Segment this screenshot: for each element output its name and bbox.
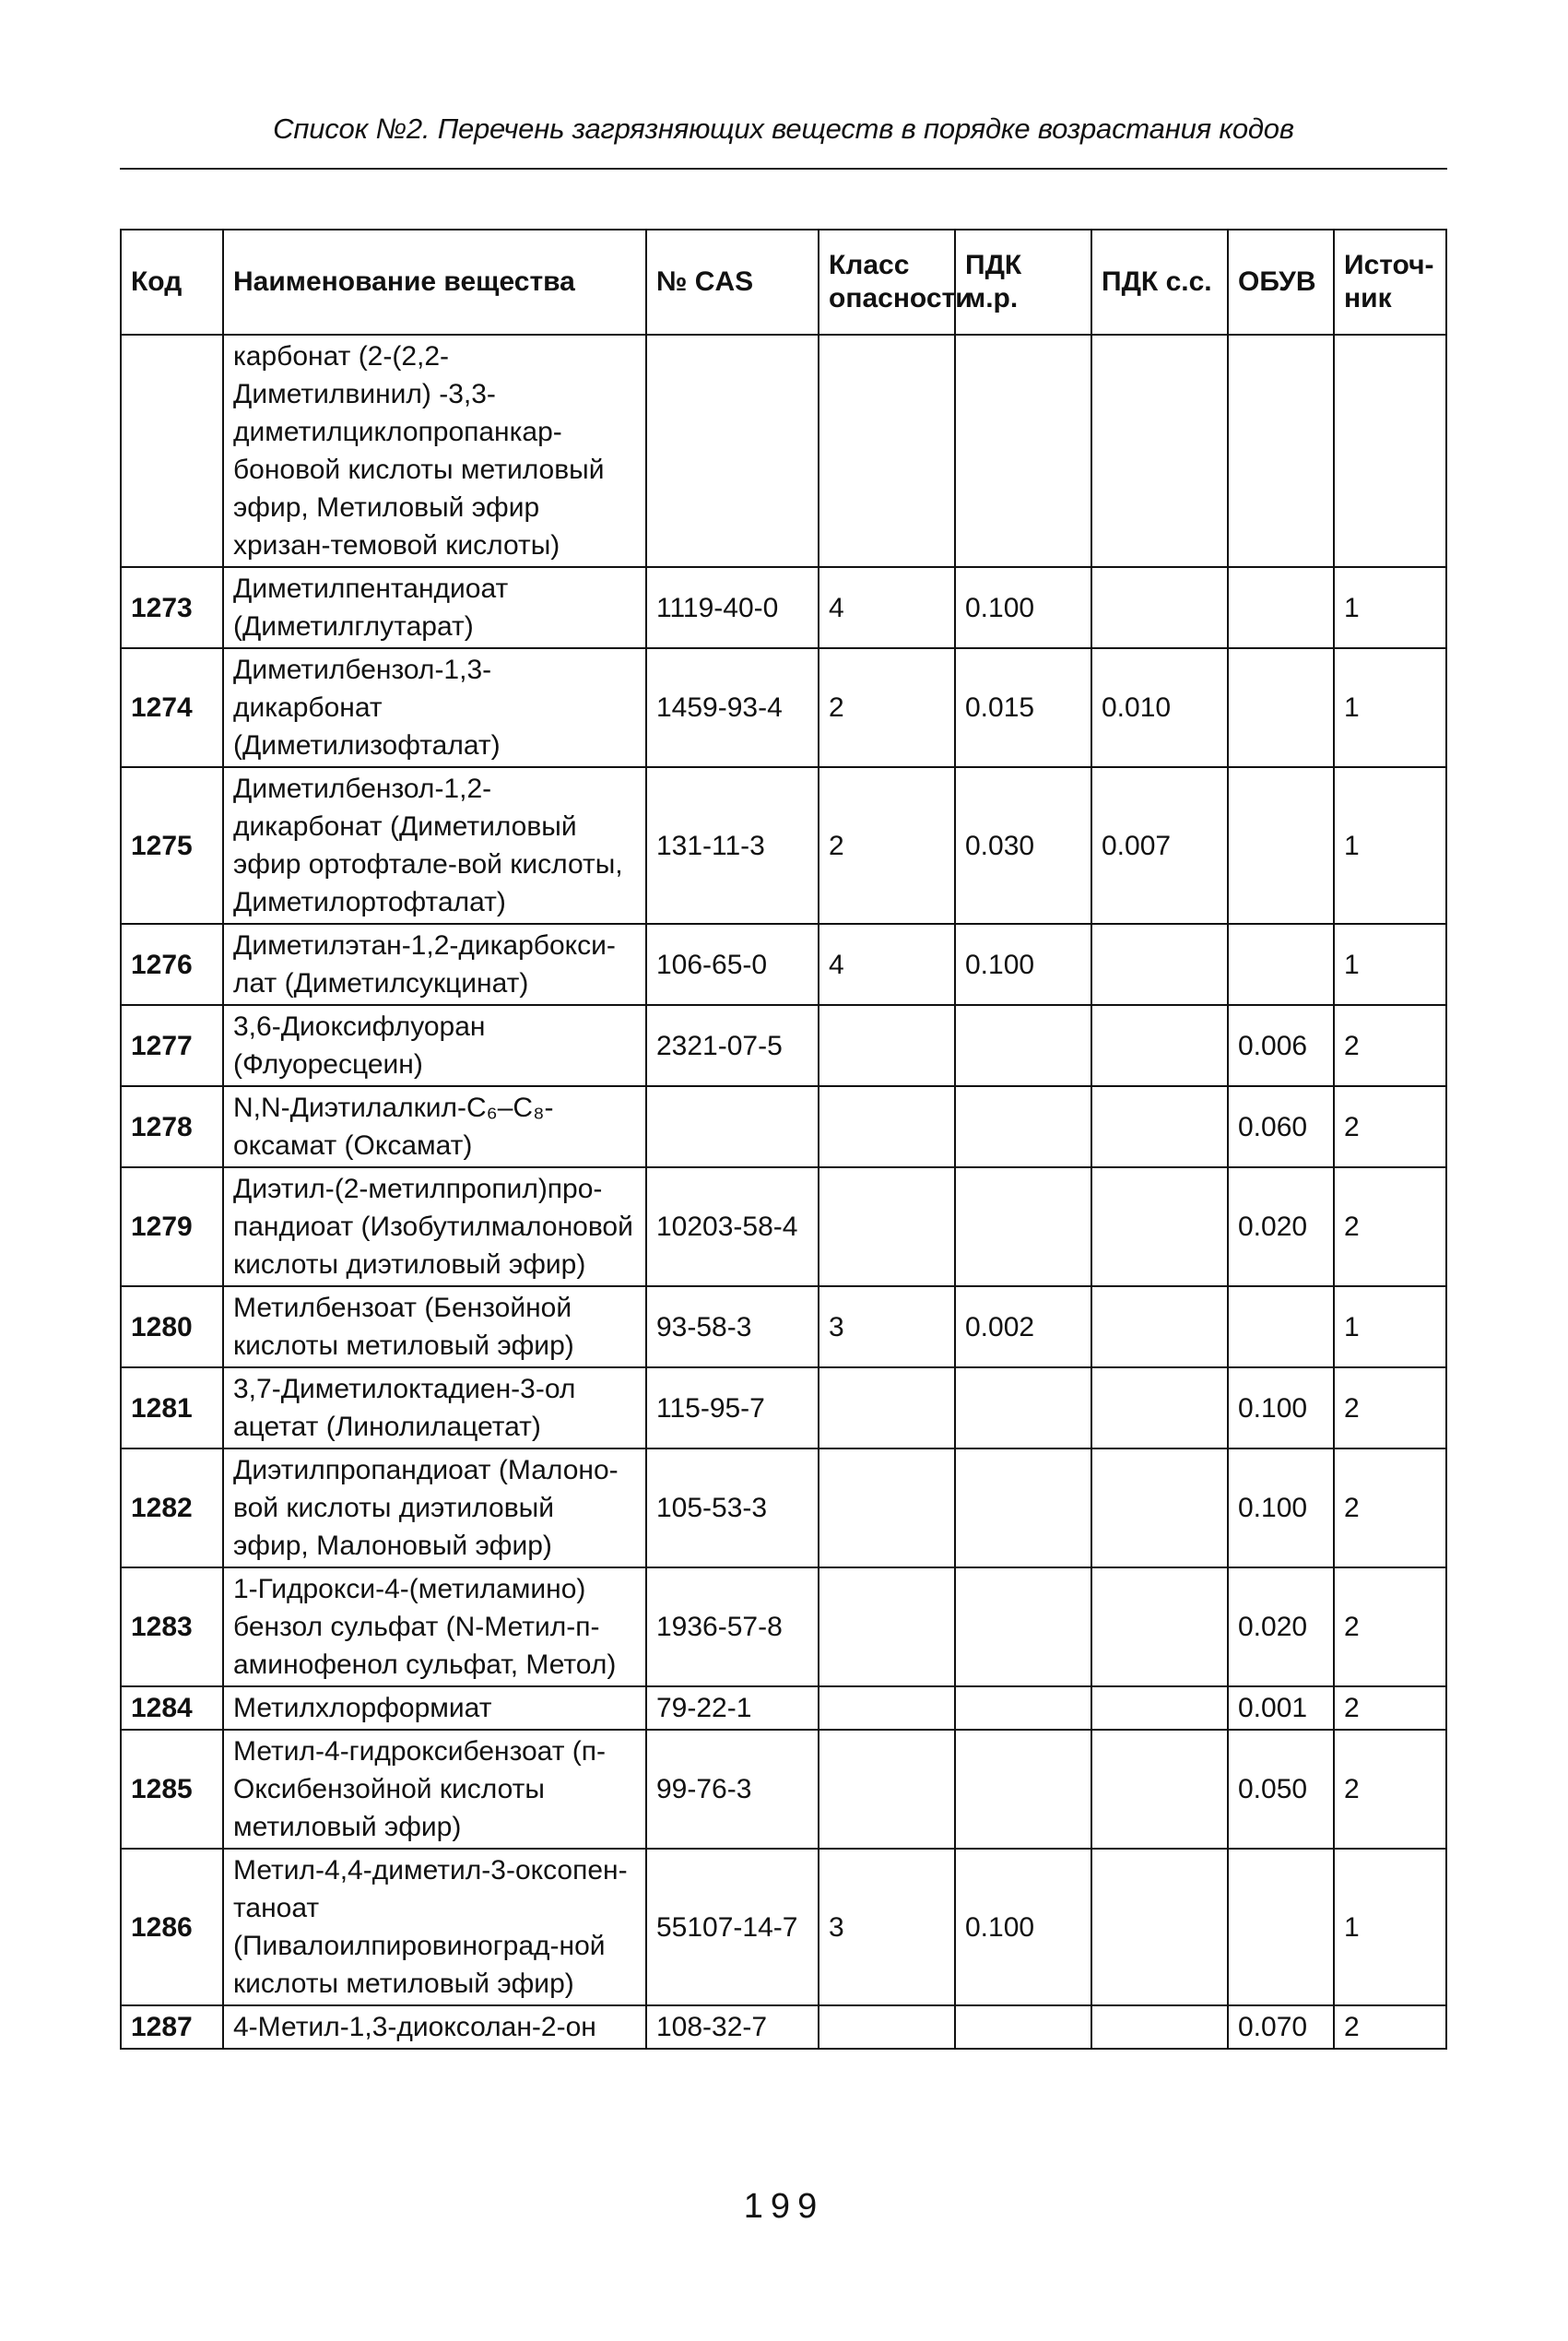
col-header-pdk-ss: ПДК с.с. bbox=[1091, 230, 1228, 335]
col-header-code: Код bbox=[121, 230, 223, 335]
cell-pdk-ss bbox=[1091, 924, 1228, 1005]
cell-hazard-class bbox=[819, 1367, 955, 1448]
cell-cas: 79-22-1 bbox=[646, 1686, 819, 1730]
cell-pdk-ss bbox=[1091, 1730, 1228, 1849]
table-row bbox=[121, 2005, 1446, 2049]
cell-source: 2 bbox=[1334, 1686, 1446, 1730]
cell-pdk-ss bbox=[1091, 567, 1228, 648]
cell-pdk-ss bbox=[1091, 1086, 1228, 1167]
cell-source: 1 bbox=[1334, 767, 1446, 924]
cell-cas: 93-58-3 bbox=[646, 1286, 819, 1367]
cell-source bbox=[1334, 335, 1446, 567]
table-row bbox=[121, 1286, 1446, 1367]
cell-code: 1276 bbox=[121, 924, 223, 1005]
cell-hazard-class bbox=[819, 1005, 955, 1086]
cell-obuv: 0.070 bbox=[1228, 2005, 1334, 2049]
cell-name: Диэтил-(2-метилпропил)про-пандиоат (Изобутилмалоновой кислоты диэтиловый эфир) bbox=[223, 1167, 646, 1286]
cell-pdk-ss bbox=[1091, 1686, 1228, 1730]
col-header-hazard-class: Класс опасности bbox=[819, 230, 955, 335]
cell-cas: 99-76-3 bbox=[646, 1730, 819, 1849]
cell-pdk-mr bbox=[955, 1005, 1091, 1086]
page-number: 199 bbox=[743, 2187, 825, 2226]
cell-hazard-class: 4 bbox=[819, 924, 955, 1005]
table-row bbox=[121, 648, 1446, 767]
cell-name: N,N-Диэтилалкил-C₆–C₈-оксамат (Оксамат) bbox=[223, 1086, 646, 1167]
cell-hazard-class bbox=[819, 1448, 955, 1567]
cell-obuv: 0.050 bbox=[1228, 1730, 1334, 1849]
cell-code: 1277 bbox=[121, 1005, 223, 1086]
cell-pdk-mr: 0.030 bbox=[955, 767, 1091, 924]
cell-pdk-mr bbox=[955, 1567, 1091, 1686]
table-row bbox=[121, 567, 1446, 648]
cell-name: Диметилэтан-1,2-дикарбокси-лат (Диметилсукцинат) bbox=[223, 924, 646, 1005]
table-row bbox=[121, 1005, 1446, 1086]
cell-source: 2 bbox=[1334, 1167, 1446, 1286]
cell-code: 1274 bbox=[121, 648, 223, 767]
cell-pdk-ss: 0.007 bbox=[1091, 767, 1228, 924]
table-header-row bbox=[121, 230, 1446, 335]
cell-pdk-ss bbox=[1091, 1367, 1228, 1448]
cell-cas: 2321-07-5 bbox=[646, 1005, 819, 1086]
cell-hazard-class bbox=[819, 1686, 955, 1730]
cell-hazard-class: 2 bbox=[819, 648, 955, 767]
cell-pdk-ss bbox=[1091, 1005, 1228, 1086]
cell-code: 1282 bbox=[121, 1448, 223, 1567]
cell-code: 1273 bbox=[121, 567, 223, 648]
col-header-pdk-mr: ПДК м.р. bbox=[955, 230, 1091, 335]
table-row bbox=[121, 767, 1446, 924]
cell-pdk-mr bbox=[955, 1686, 1091, 1730]
cell-pdk-ss bbox=[1091, 1286, 1228, 1367]
cell-source: 2 bbox=[1334, 1567, 1446, 1686]
cell-name: Диэтилпропандиоат (Малоно-вой кислоты диэтиловый эфир, Малоновый эфир) bbox=[223, 1448, 646, 1567]
cell-obuv: 0.001 bbox=[1228, 1686, 1334, 1730]
substances-table bbox=[120, 229, 1447, 2050]
cell-obuv bbox=[1228, 1849, 1334, 2005]
cell-name: 1-Гидрокси-4-(метиламино) бензол сульфат (N-Метил-п-аминофенол сульфат, Метол) bbox=[223, 1567, 646, 1686]
cell-code: 1281 bbox=[121, 1367, 223, 1448]
cell-source: 2 bbox=[1334, 1005, 1446, 1086]
cell-obuv: 0.006 bbox=[1228, 1005, 1334, 1086]
cell-source: 2 bbox=[1334, 1448, 1446, 1567]
cell-code: 1283 bbox=[121, 1567, 223, 1686]
cell-source: 1 bbox=[1334, 567, 1446, 648]
cell-hazard-class: 2 bbox=[819, 767, 955, 924]
cell-obuv bbox=[1228, 567, 1334, 648]
cell-code: 1285 bbox=[121, 1730, 223, 1849]
table-row bbox=[121, 924, 1446, 1005]
cell-name: Метил-4-гидроксибензоат (п-Оксибензойной кислоты метиловый эфир) bbox=[223, 1730, 646, 1849]
table-row bbox=[121, 1448, 1446, 1567]
table-row bbox=[121, 1730, 1446, 1849]
cell-cas bbox=[646, 335, 819, 567]
cell-pdk-ss bbox=[1091, 1448, 1228, 1567]
cell-cas: 10203-58-4 bbox=[646, 1167, 819, 1286]
cell-pdk-mr bbox=[955, 1086, 1091, 1167]
cell-pdk-mr bbox=[955, 2005, 1091, 2049]
cell-obuv bbox=[1228, 648, 1334, 767]
cell-name: Метил-4,4-диметил-3-оксопен-таноат (Пивалоилпировиноград-ной кислоты метиловый эфир) bbox=[223, 1849, 646, 2005]
cell-hazard-class bbox=[819, 335, 955, 567]
cell-source: 2 bbox=[1334, 1730, 1446, 1849]
cell-obuv bbox=[1228, 1286, 1334, 1367]
table-row bbox=[121, 1086, 1446, 1167]
cell-source: 1 bbox=[1334, 1849, 1446, 2005]
cell-cas: 106-65-0 bbox=[646, 924, 819, 1005]
cell-pdk-mr bbox=[955, 1167, 1091, 1286]
cell-pdk-ss bbox=[1091, 1567, 1228, 1686]
cell-hazard-class bbox=[819, 1730, 955, 1849]
col-header-name: Наименование вещества bbox=[223, 230, 646, 335]
cell-source: 1 bbox=[1334, 648, 1446, 767]
cell-hazard-class bbox=[819, 1086, 955, 1167]
cell-cas: 108-32-7 bbox=[646, 2005, 819, 2049]
cell-cas: 1459-93-4 bbox=[646, 648, 819, 767]
cell-code: 1284 bbox=[121, 1686, 223, 1730]
table-row bbox=[121, 1686, 1446, 1730]
cell-pdk-mr: 0.100 bbox=[955, 567, 1091, 648]
header-rule bbox=[120, 168, 1447, 170]
cell-pdk-ss bbox=[1091, 335, 1228, 567]
cell-pdk-mr: 0.100 bbox=[955, 924, 1091, 1005]
cell-obuv bbox=[1228, 924, 1334, 1005]
cell-hazard-class bbox=[819, 1167, 955, 1286]
cell-pdk-mr bbox=[955, 1367, 1091, 1448]
cell-code bbox=[121, 335, 223, 567]
cell-cas: 55107-14-7 bbox=[646, 1849, 819, 2005]
cell-obuv: 0.020 bbox=[1228, 1567, 1334, 1686]
cell-obuv: 0.100 bbox=[1228, 1448, 1334, 1567]
cell-code: 1287 bbox=[121, 2005, 223, 2049]
cell-pdk-mr: 0.015 bbox=[955, 648, 1091, 767]
cell-cas: 105-53-3 bbox=[646, 1448, 819, 1567]
cell-code: 1275 bbox=[121, 767, 223, 924]
cell-name: Метилбензоат (Бензойной кислоты метиловый эфир) bbox=[223, 1286, 646, 1367]
cell-hazard-class: 3 bbox=[819, 1286, 955, 1367]
cell-obuv bbox=[1228, 335, 1334, 567]
cell-name: карбонат (2-(2,2-Диметилвинил) -3,3-диметилциклопропанкар-боновой кислоты метиловый эфир, Метиловый эфир хризан-темовой кислоты) bbox=[223, 335, 646, 567]
table-body bbox=[121, 335, 1446, 2049]
cell-hazard-class: 3 bbox=[819, 1849, 955, 2005]
cell-code: 1279 bbox=[121, 1167, 223, 1286]
col-header-cas: № CAS bbox=[646, 230, 819, 335]
cell-pdk-mr: 0.100 bbox=[955, 1849, 1091, 2005]
table-row bbox=[121, 1367, 1446, 1448]
cell-source: 2 bbox=[1334, 1086, 1446, 1167]
cell-code: 1278 bbox=[121, 1086, 223, 1167]
cell-cas: 1936-57-8 bbox=[646, 1567, 819, 1686]
cell-pdk-mr bbox=[955, 1730, 1091, 1849]
table-row bbox=[121, 1167, 1446, 1286]
cell-pdk-ss bbox=[1091, 1849, 1228, 2005]
cell-pdk-mr bbox=[955, 1448, 1091, 1567]
cell-cas bbox=[646, 1086, 819, 1167]
col-header-obuv: ОБУВ bbox=[1228, 230, 1334, 335]
cell-hazard-class: 4 bbox=[819, 567, 955, 648]
running-head-title: Список №2. Перечень загрязняющих веществ в порядке возрастания кодов bbox=[273, 112, 1294, 145]
cell-name: Метилхлорформиат bbox=[223, 1686, 646, 1730]
cell-name: Диметилбензол-1,3-дикарбонат (Диметилизофталат) bbox=[223, 648, 646, 767]
cell-obuv: 0.060 bbox=[1228, 1086, 1334, 1167]
cell-code: 1280 bbox=[121, 1286, 223, 1367]
cell-name: 4-Метил-1,3-диоксолан-2-он bbox=[223, 2005, 646, 2049]
cell-name: Диметилпентандиоат (Диметилглутарат) bbox=[223, 567, 646, 648]
cell-pdk-mr: 0.002 bbox=[955, 1286, 1091, 1367]
table-row bbox=[121, 335, 1446, 567]
table-row bbox=[121, 1849, 1446, 2005]
cell-source: 2 bbox=[1334, 2005, 1446, 2049]
cell-hazard-class bbox=[819, 2005, 955, 2049]
cell-name: Диметилбензол-1,2-дикарбонат (Диметиловый эфир ортофтале-вой кислоты, Диметилортофталат) bbox=[223, 767, 646, 924]
cell-source: 1 bbox=[1334, 1286, 1446, 1367]
cell-source: 2 bbox=[1334, 1367, 1446, 1448]
cell-code: 1286 bbox=[121, 1849, 223, 2005]
cell-obuv: 0.100 bbox=[1228, 1367, 1334, 1448]
cell-hazard-class bbox=[819, 1567, 955, 1686]
cell-source: 1 bbox=[1334, 924, 1446, 1005]
cell-pdk-ss bbox=[1091, 1167, 1228, 1286]
cell-pdk-ss: 0.010 bbox=[1091, 648, 1228, 767]
cell-pdk-ss bbox=[1091, 2005, 1228, 2049]
cell-obuv bbox=[1228, 767, 1334, 924]
cell-cas: 131-11-3 bbox=[646, 767, 819, 924]
cell-obuv: 0.020 bbox=[1228, 1167, 1334, 1286]
cell-cas: 1119-40-0 bbox=[646, 567, 819, 648]
col-header-source: Источ-ник bbox=[1334, 230, 1446, 335]
cell-cas: 115-95-7 bbox=[646, 1367, 819, 1448]
cell-name: 3,6-Диоксифлуоран (Флуоресцеин) bbox=[223, 1005, 646, 1086]
cell-pdk-mr bbox=[955, 335, 1091, 567]
cell-name: 3,7-Диметилоктадиен-3-ол ацетат (Линолилацетат) bbox=[223, 1367, 646, 1448]
table-row bbox=[121, 1567, 1446, 1686]
